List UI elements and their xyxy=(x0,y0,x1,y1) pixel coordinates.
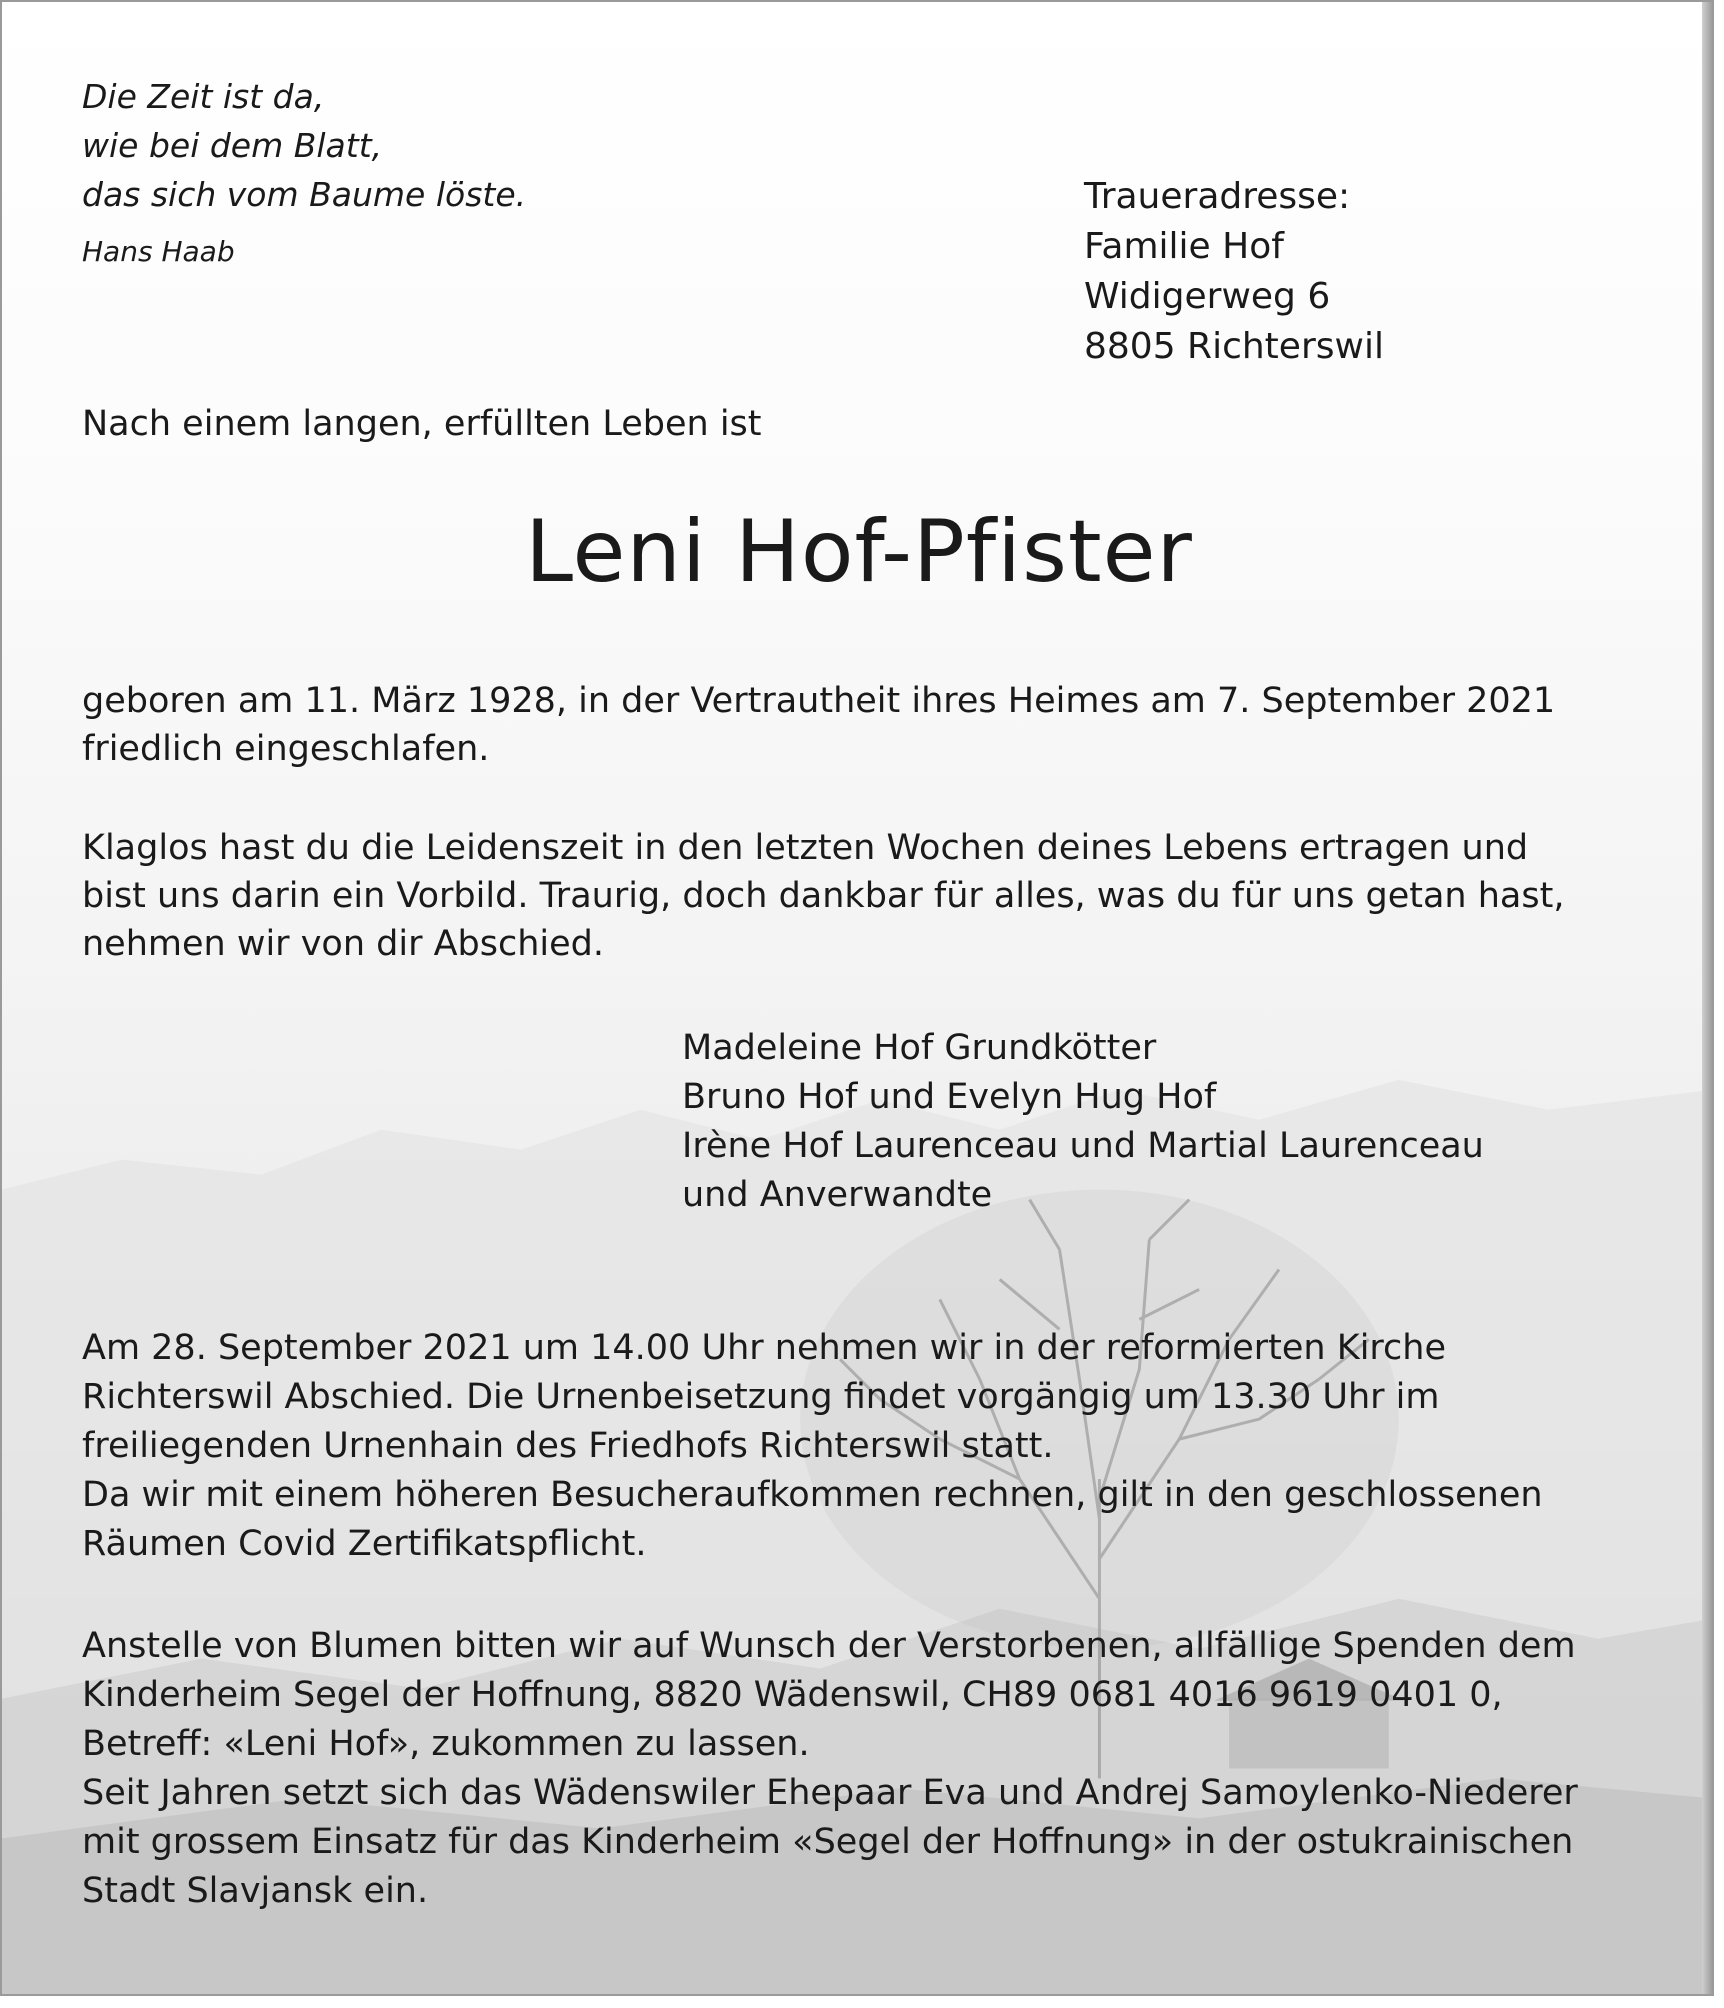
mourner-name: Bruno Hof und Evelyn Hug Hof xyxy=(682,1077,1217,1117)
address-line: Familie Hof xyxy=(1084,226,1284,267)
paragraph-line: friedlich eingeschlafen. xyxy=(82,729,490,769)
paragraph-line: Stadt Slavjansk ein. xyxy=(82,1871,429,1911)
poem-line: das sich vom Baume löste. xyxy=(82,175,527,214)
address-line: Traueradresse: xyxy=(1084,176,1351,217)
mourner-name: Irène Hof Laurenceau und Martial Laurenceau xyxy=(682,1126,1484,1166)
poem-author: Hans Haab xyxy=(82,235,235,268)
paragraph-line: Richterswil Abschied. Die Urnenbeisetzung findet vorgängig um 13.30 Uhr im xyxy=(82,1377,1440,1417)
intro-text: Nach einem langen, erfüllten Leben ist xyxy=(82,404,762,444)
poem xyxy=(82,72,526,276)
poem-line: wie bei dem Blatt, xyxy=(82,126,383,165)
donation-paragraph xyxy=(82,1622,1578,1916)
paragraph-line: geboren am 11. März 1928, in der Vertrautheit ihres Heimes am 7. September 2021 xyxy=(82,681,1556,721)
paragraph-line: nehmen wir von dir Abschied. xyxy=(82,924,605,964)
mourning-address xyxy=(1084,172,1384,372)
deceased-name: Leni Hof-Pfister xyxy=(525,502,1193,602)
paragraph-line: Klaglos hast du die Leidenszeit in den letzten Wochen deines Lebens ertragen und xyxy=(82,828,1529,868)
address-line: Widigerweg 6 xyxy=(1084,276,1331,317)
paragraph-line: Anstelle von Blumen bitten wir auf Wunsch der Verstorbenen, allfällige Spenden dem xyxy=(82,1626,1576,1666)
birth-death-paragraph xyxy=(82,677,1555,773)
paragraph-line: Am 28. September 2021 um 14.00 Uhr nehmen wir in der reformierten Kirche xyxy=(82,1328,1446,1368)
address-line: 8805 Richterswil xyxy=(1084,326,1384,367)
paragraph-line: Betreff: «Leni Hof», zukommen zu lassen. xyxy=(82,1724,810,1764)
farewell-paragraph xyxy=(82,824,1564,968)
paragraph-line: Seit Jahren setzt sich das Wädenswiler Ehepaar Eva und Andrej Samoylenko-Niederer xyxy=(82,1773,1578,1813)
mourners-list xyxy=(682,1024,1484,1220)
paragraph-line: Kinderheim Segel der Hoffnung, 8820 Wädenswil, CH89 0681 4016 9619 0401 0, xyxy=(82,1675,1503,1715)
mourner-name: Madeleine Hof Grundkötter xyxy=(682,1028,1157,1068)
paragraph-line: Da wir mit einem höheren Besucheraufkommen rechnen, gilt in den geschlossenen xyxy=(82,1475,1543,1515)
paragraph-line: mit grossem Einsatz für das Kinderheim «Segel der Hoffnung» in der ostukrainischen xyxy=(82,1822,1574,1862)
poem-line: Die Zeit ist da, xyxy=(82,77,325,116)
paragraph-line: bist uns darin ein Vorbild. Traurig, doch dankbar für alles, was du für uns getan hast, xyxy=(82,876,1565,916)
ceremony-paragraph xyxy=(82,1324,1543,1569)
paragraph-line: Räumen Covid Zertifikatspflicht. xyxy=(82,1524,647,1564)
paragraph-line: freiliegenden Urnenhain des Friedhofs Richterswil statt. xyxy=(82,1426,1054,1466)
mourner-name: und Anverwandte xyxy=(682,1175,993,1215)
